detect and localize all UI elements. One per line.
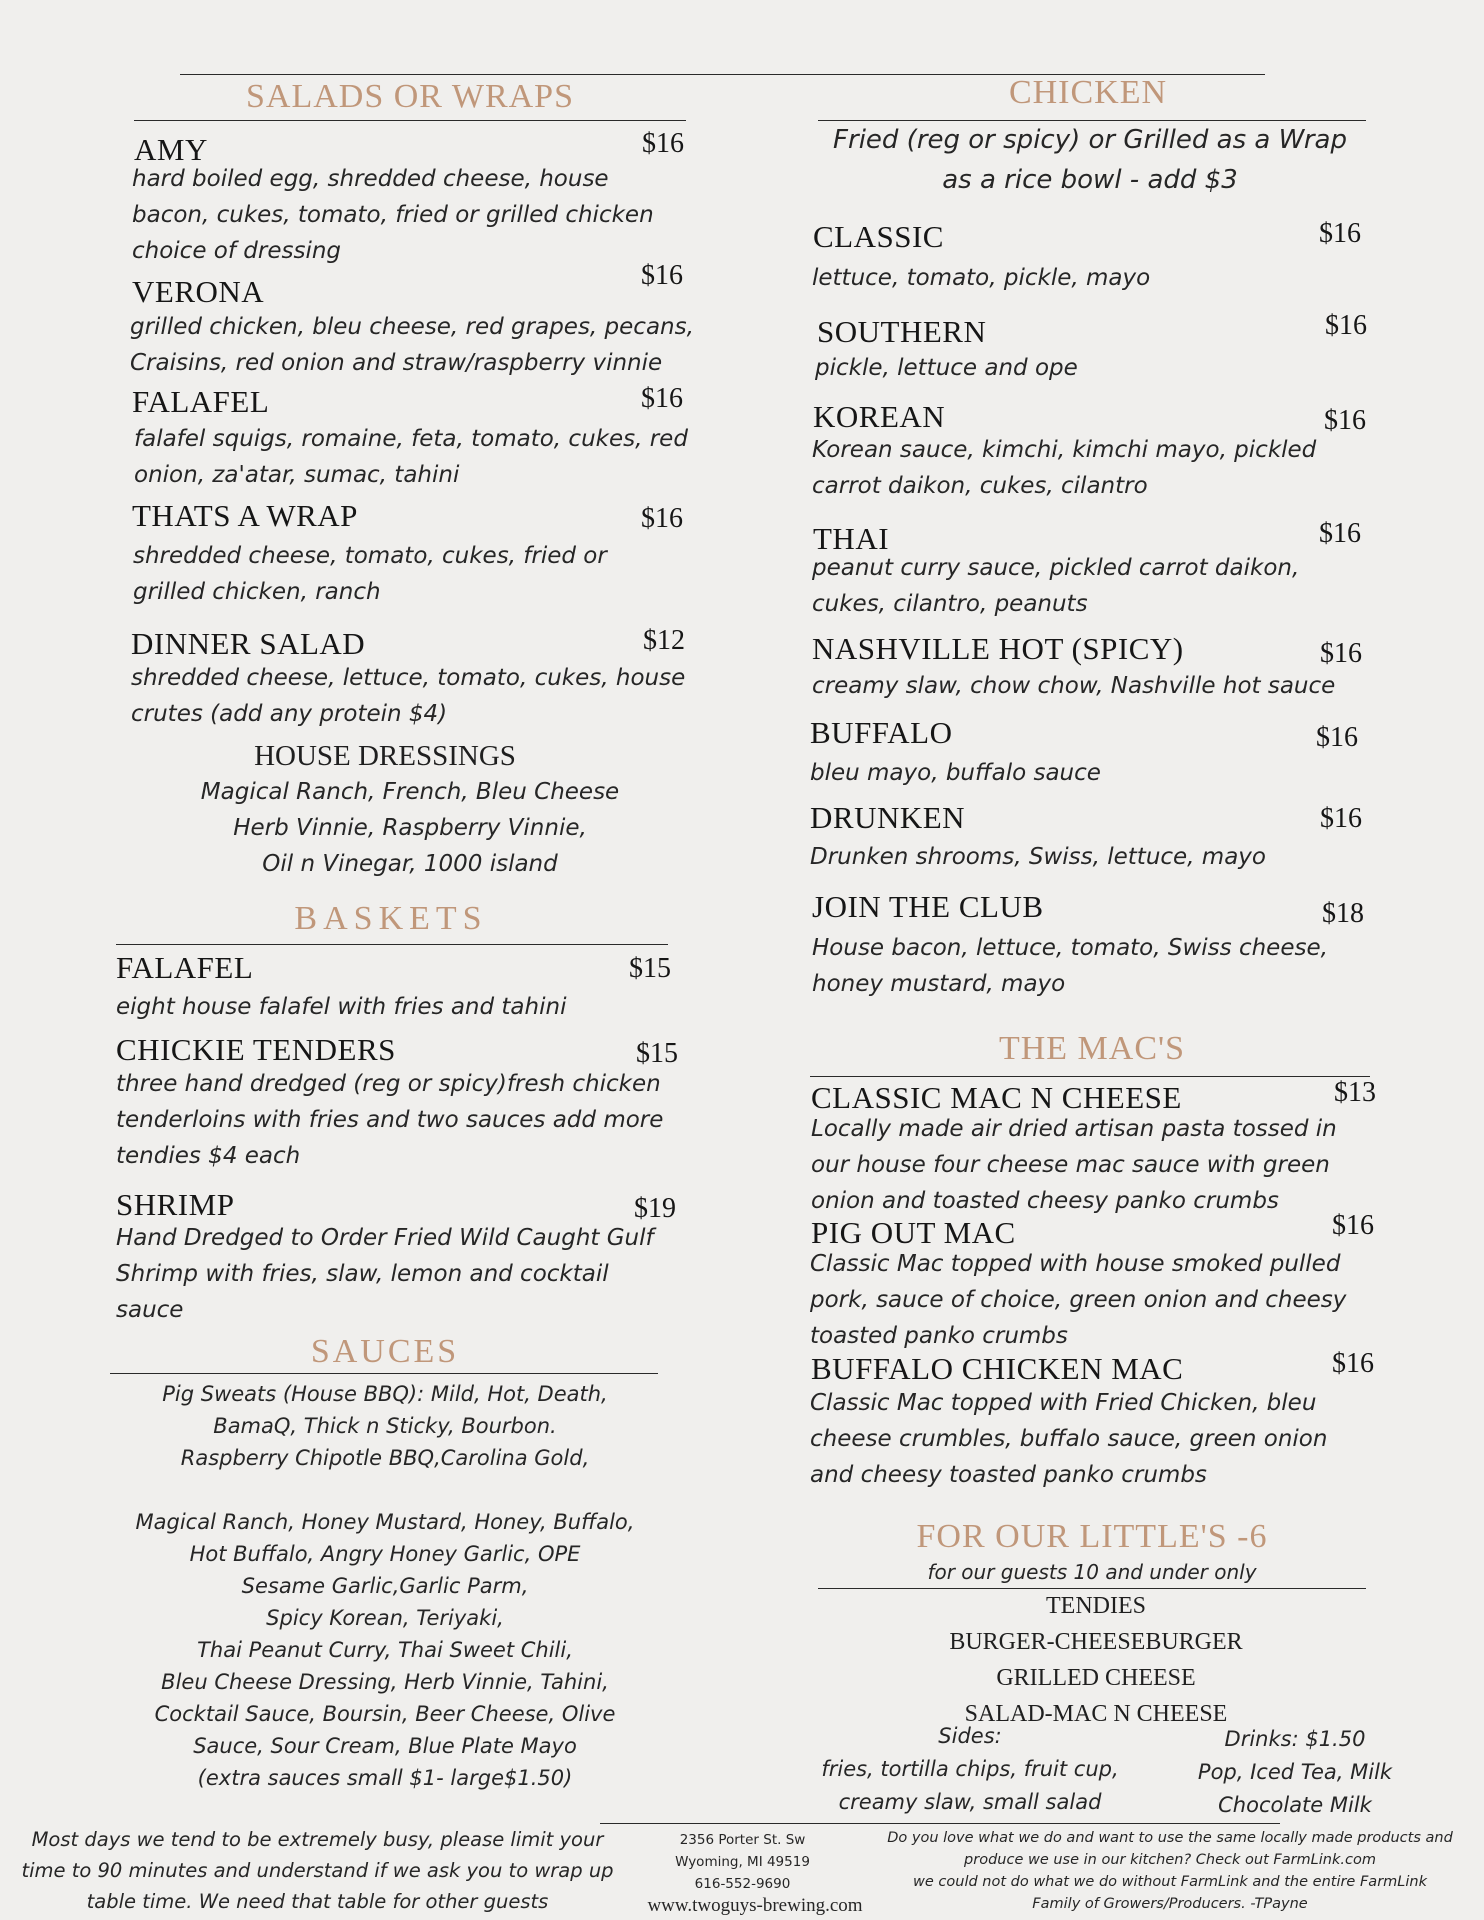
notice-line: Most days we tend to be extremely busy, please limit your: [31, 1828, 604, 1851]
item-name: THAI: [813, 521, 890, 556]
littles-item: TENDIES: [1046, 1593, 1146, 1619]
item-description: Hand Dredged to Order Fried Wild Caught Gulf Shrimp with fries, slaw, lemon and cocktail sauce: [116, 1225, 654, 1323]
item-description: hard boiled egg, shredded cheese, house bacon, cukes, tomato, fried or grilled chicken choice of dressing: [132, 166, 654, 264]
item-name: NASHVILLE HOT (SPICY): [812, 631, 1184, 666]
chicken-heading: CHICKEN: [1008, 74, 1168, 111]
house-dressings-title: HOUSE DRESSINGS: [254, 740, 516, 772]
sauce-line: Hot Buffalo, Angry Honey Garlic, OPE: [189, 1542, 581, 1566]
littles-heading: FOR OUR LITTLE'S -6: [916, 1518, 1268, 1555]
sauce-line: BamaQ, Thick n Sticky, Bourbon.: [213, 1414, 557, 1438]
item-name: SHRIMP: [116, 1187, 235, 1222]
farmlink-line: Family of Growers/Producers. -TPayne: [1032, 1896, 1308, 1912]
item-name: BUFFALO: [810, 715, 953, 750]
item-name: VERONA: [132, 274, 265, 309]
item-price: $16: [1320, 638, 1362, 669]
sauce-line: Pig Sweats (House BBQ): Mild, Hot, Death,: [162, 1382, 608, 1406]
notice-line: time to 90 minutes and understand if we ask you to wrap up: [21, 1859, 614, 1882]
item-name: PIG OUT MAC: [811, 1215, 1016, 1250]
baskets-divider: [116, 944, 668, 945]
chicken-subtitle-line: as a rice bowl - add $3: [942, 165, 1238, 195]
item-name: DINNER SALAD: [131, 626, 366, 661]
dressing-line: Magical Ranch, French, Bleu Cheese: [200, 779, 620, 805]
item-description: falafel squigs, romaine, feta, tomato, cukes, red onion, za'atar, sumac, tahini: [134, 426, 688, 488]
drinks-title: Drinks: $1.50: [1224, 1727, 1366, 1751]
dressing-line: Oil n Vinegar, 1000 island: [262, 851, 558, 877]
sauce-line: Raspberry Chipotle BBQ,Carolina Gold,: [180, 1446, 590, 1470]
item-price: $16: [1332, 1210, 1374, 1241]
sauce-line: Sesame Garlic,Garlic Parm,: [241, 1574, 529, 1598]
sauces-heading: SAUCES: [310, 1333, 460, 1370]
item-price: $16: [1316, 722, 1358, 753]
littles-sides: [805, 1720, 1135, 1819]
item-name: DRUNKEN: [810, 800, 966, 835]
item-description: shredded cheese, lettuce, tomato, cukes, house crutes (add any protein $4): [131, 665, 686, 727]
farmlink-notice: [860, 1827, 1480, 1915]
item-price: $15: [636, 1038, 678, 1069]
sides-title: Sides:: [938, 1724, 1002, 1748]
dressing-line: Herb Vinnie, Raspberry Vinnie,: [233, 815, 587, 841]
item-description: three hand dredged (reg or spicy)fresh chicken tenderloins with fries and two sauces add more tendies $4 each: [116, 1071, 664, 1169]
house-dressings-list: [130, 774, 690, 882]
item-description: Korean sauce, kimchi, kimchi mayo, pickled carrot daikon, cukes, cilantro: [812, 437, 1317, 499]
item-description: grilled chicken, bleu cheese, red grapes, pecans, Craisins, red onion and straw/raspberry vinnie: [130, 314, 694, 376]
item-description: Locally made air dried artisan pasta tossed in our house four cheese mac sauce with green onion and toasted cheesy panko crumbs: [811, 1116, 1337, 1214]
item-description: creamy slaw, chow chow, Nashville hot sauce: [812, 673, 1336, 699]
sauces-list: [100, 1378, 670, 1794]
littles-item: BURGER-CHEESEBURGER: [949, 1629, 1243, 1655]
item-description: House bacon, lettuce, tomato, Swiss cheese, honey mustard, mayo: [812, 935, 1328, 997]
item-name: JOIN THE CLUB: [812, 889, 1044, 924]
farmlink-line: produce we use in our kitchen? Check out FarmLink.com: [964, 1852, 1376, 1868]
item-name: AMY: [134, 132, 208, 167]
item-description: peanut curry sauce, pickled carrot daikon, cukes, cilantro, peanuts: [812, 555, 1300, 617]
item-name: FALAFEL: [116, 950, 254, 985]
macs-divider: [810, 1076, 1370, 1077]
item-description: Drunken shrooms, Swiss, lettuce, mayo: [810, 844, 1266, 870]
littles-subtitle: for our guests 10 and under only: [927, 1560, 1257, 1584]
item-price: $16: [1325, 310, 1367, 341]
littles-item: GRILLED CHEESE: [996, 1665, 1196, 1691]
item-name: KOREAN: [813, 399, 946, 434]
address-line: 2356 Porter St. Sw: [679, 1832, 806, 1848]
baskets-heading: BASKETS: [294, 900, 488, 937]
item-description: bleu mayo, buffalo sauce: [810, 760, 1101, 786]
sauce-line: (extra sauces small $1- large$1.50): [197, 1766, 573, 1790]
item-price: $16: [641, 260, 683, 291]
website-link[interactable]: www.twoguys-brewing.com: [647, 1895, 863, 1916]
item-price: $15: [629, 953, 671, 984]
item-description: shredded cheese, tomato, cukes, fried or grilled chicken, ranch: [133, 543, 607, 605]
item-price: $13: [1334, 1077, 1376, 1108]
salads-divider: [134, 120, 686, 121]
item-name: THATS A WRAP: [132, 498, 358, 533]
busy-notice: [10, 1824, 625, 1917]
drinks-line: Chocolate Milk: [1218, 1793, 1372, 1817]
item-price: $18: [1322, 898, 1364, 929]
sauce-line: Sauce, Sour Cream, Blue Plate Mayo: [193, 1734, 577, 1758]
item-price: $16: [1324, 405, 1366, 436]
phone-number: 616-552-9690: [694, 1876, 791, 1892]
item-price: $16: [1319, 518, 1361, 549]
littles-drinks: [1170, 1723, 1420, 1822]
chicken-subtitle-line: Fried (reg or spicy) or Grilled as a Wrap: [833, 125, 1347, 155]
item-name: CLASSIC MAC N CHEESE: [811, 1080, 1182, 1115]
item-description: pickle, lettuce and ope: [815, 355, 1078, 381]
sauce-line: Cocktail Sauce, Boursin, Beer Cheese, Olive: [154, 1702, 616, 1726]
salads-heading: SALADS OR WRAPS: [245, 78, 574, 115]
item-description: Classic Mac topped with Fried Chicken, bleu cheese crumbles, buffalo sauce, green onion and cheesy toasted panko crumbs: [810, 1390, 1328, 1488]
item-name: CLASSIC: [813, 219, 944, 254]
item-price: $12: [643, 625, 685, 656]
address-block: [620, 1829, 865, 1895]
sauce-line: Magical Ranch, Honey Mustard, Honey, Buffalo,: [135, 1510, 635, 1534]
item-price: $16: [642, 128, 684, 159]
item-name: CHICKIE TENDERS: [116, 1032, 396, 1067]
sauce-line: Bleu Cheese Dressing, Herb Vinnie, Tahini,: [161, 1670, 609, 1694]
item-description: Classic Mac topped with house smoked pulled pork, sauce of choice, green onion and cheesy toasted panko crumbs: [810, 1251, 1347, 1349]
item-name: BUFFALO CHICKEN MAC: [811, 1351, 1184, 1386]
item-name: SOUTHERN: [817, 314, 987, 349]
address-line: Wyoming, MI 49519: [675, 1854, 810, 1870]
item-price: $16: [1319, 218, 1361, 249]
littles-item: SALAD-MAC N CHEESE: [964, 1701, 1228, 1727]
item-price: $19: [634, 1193, 676, 1224]
item-price: $16: [1332, 1348, 1374, 1379]
littles-items: [812, 1588, 1380, 1732]
item-description: eight house falafel with fries and tahini: [116, 994, 567, 1020]
item-description: lettuce, tomato, pickle, mayo: [812, 265, 1151, 291]
notice-line: table time. We need that table for other guests: [86, 1890, 549, 1913]
item-price: $16: [1320, 803, 1362, 834]
sauces-divider: [110, 1373, 658, 1374]
sauce-line: Spicy Korean, Teriyaki,: [266, 1606, 504, 1630]
sides-line: creamy slaw, small salad: [838, 1790, 1102, 1814]
chicken-subtitle: [800, 120, 1380, 200]
sauce-line: [100, 1474, 670, 1506]
sides-line: fries, tortilla chips, fruit cup,: [821, 1757, 1119, 1781]
farmlink-line: we could not do what we do without FarmLink and the entire FarmLink: [913, 1874, 1427, 1890]
item-price: $16: [641, 503, 683, 534]
sauce-line: Thai Peanut Curry, Thai Sweet Chili,: [197, 1638, 573, 1662]
item-name: FALAFEL: [132, 384, 270, 419]
item-price: $16: [641, 383, 683, 414]
macs-heading: THE MAC'S: [998, 1030, 1186, 1067]
drinks-line: Pop, Iced Tea, Milk: [1197, 1760, 1393, 1784]
footer-divider: [600, 1823, 1280, 1824]
farmlink-line: Do you love what we do and want to use the same locally made products and: [887, 1830, 1453, 1846]
